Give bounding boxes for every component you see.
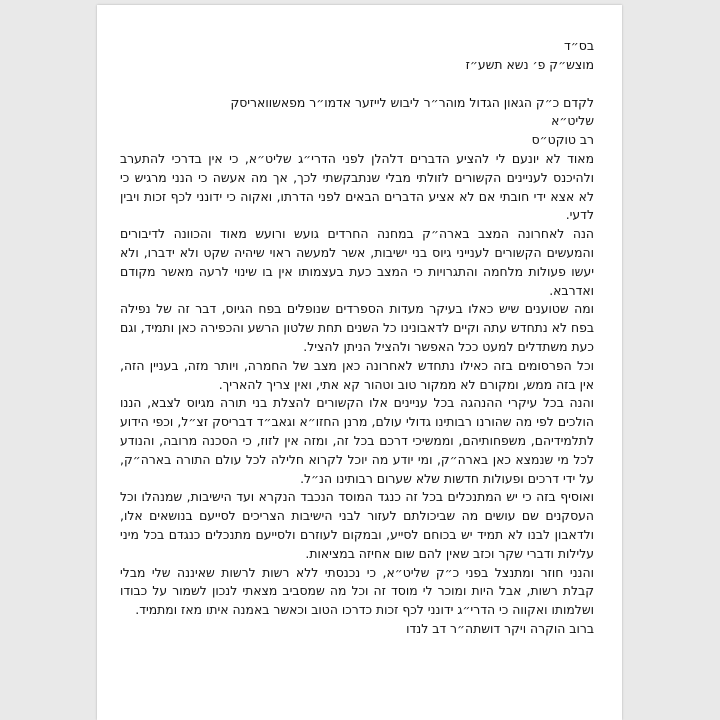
letter-body (120, 37, 594, 639)
greeting-line: רב טוקט״ס (531, 132, 594, 148)
date-line: מוצש״ק פ׳ נשא תשע״ז (465, 56, 594, 72)
blank-line (120, 75, 594, 94)
recipient-title: שליט״א (551, 113, 594, 129)
paragraph: וכל הפרסומים בזה כאילו נתחדש לאחרונה כאן מצב של החמרה, ויותר מזה, בעניין הזה, אין בזה ממש, ומקורם לא ממקור טוב וטהור קא אתי, ואין צריך להאריך. (120, 357, 594, 392)
letter-page (97, 5, 622, 720)
recipient-line: לקדם כ״ק הגאון הגדול מוהר״ר ליבוש לייזער אדמו״ר מפאשוואריסק (230, 94, 594, 110)
paragraph: והנה בכל עיקרי ההנהגה בכל עניינים אלו הקשורים להצלת בני תורה מגיוס לצבא, הננו הולכים לפי מה שהורנו רבותינו גדולי עולם, מרנן החזו״א וגאב״ד דבריסק זצ״ל, וכפי הידוע לתלמידיהם, משפחותיהם, וממשיכי דרכם בכל זה, ומזה אין לזוז, כי הסכנה מרובה, והנודע לכל מי שנמצא כאן בארה״ק, ומי יודע מה יוכל לקרוא חלילה לכל עולם התורה בארה״ק, על ידי דרכים ופעולות חדשות שלא שערום רבותינו הנ״ל. (120, 395, 594, 486)
signature-line: ברוב הוקרה ויקר דושתה״ר דב לנדו (406, 620, 594, 636)
paragraph: והנני חוזר ומתנצל בפני כ״ק שליט״א, כי נכנסתי ללא רשות לרשות שאיננה שלי מבלי קבלת רשות, אבל היות ומוכר לי מוסד זה וכל מה שמסביב מצאתי לנכון לשמור על כבודו ושלמותו ואקווה כי הדרי״ג ידונני לכף זכות כדרכו הטוב וכאשר באמנה איתו מאז ומתמיד. (120, 564, 594, 618)
paragraph: ומה שטוענים שיש כאלו בעיקר מעדות הספרדים שנופלים בפח הגיוס, דבר זה של נפילה בפח לא נתחדש עתה וקיים לדאבונינו כל השנים תחת שלטון הרשע והכפירה כאן ותמיד, וגם כעת משתדלים למעט ככל האפשר ולהציל הניתן להציל. (120, 301, 594, 354)
paragraph: ואוסיף בזה כי יש המתנכלים בכל זה כנגד המוסד הנכבד הנקרא ועד הישיבות, שמנהלו וכל העסקנים שם עושים מה שביכולתם לעזור לבני הישיבות הצריכים לסייעם בנושאים אלו, ולדאבון לבנו לא תמיד יש בכוחם לסייע, ובמקום לעוזרם ולסייעם מתנכלים כנגדם בכל מיני עלילות ודברי שקר וכזב שאין להם שום אחיזה במציאות. (120, 489, 594, 561)
header-bsd: בס״ד (564, 38, 594, 53)
paragraph: מאוד לא יונעם לי להציע הדברים דלהלן לפני הדרי״ג שליט״א, כי אין בדרכי להתערב ולהיכנס לעניינים הקשורים לזולתי מבלי שנתבקשתי לכך, אך מה אעשה כי הנני מרגיש כי לא אצא ידי חובתי אם לא אציע הדברים הבאים לפני הדרתו, ואקוה כי ידונני לכף זכות ויבין לדעי. (120, 150, 594, 223)
paragraph: הנה לאחרונה המצב בארה״ק במחנה החרדים גועש ורועש מאוד והכוונה לדיבורים והמעשים הקשורים לענייני גיוס בני ישיבות, אשר למעשה ראוי שיהיה שקט ולא ידברו, ולא יעשו פעולות מלחמה והתגרויות כי המצב כעת בעצמותו אין בו שינוי לרעה מאשר מקודם ואדרבא. (120, 226, 594, 298)
